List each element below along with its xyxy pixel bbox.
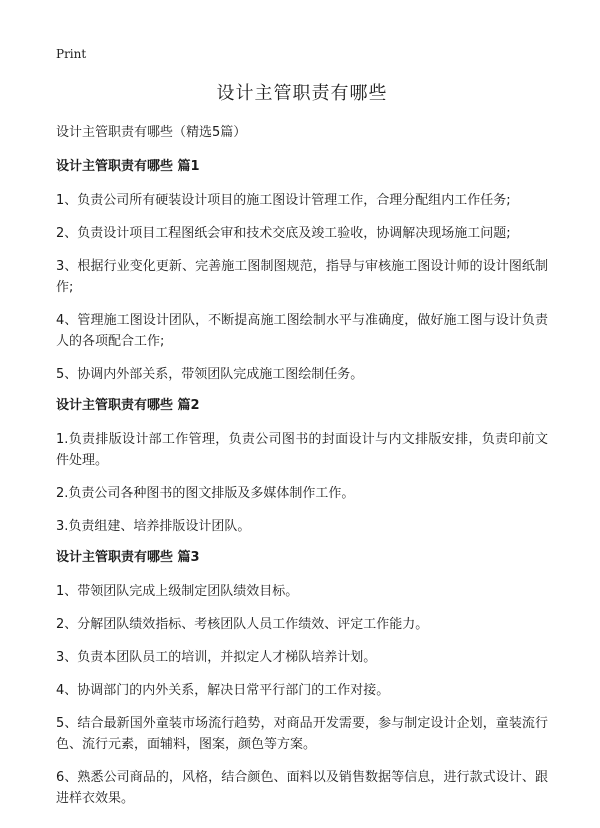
list-item: 3.负责组建、培养排版设计团队。 (56, 519, 251, 534)
list-item: 2、分解团队绩效指标、考核团队人员工作绩效、评定工作能力。 (56, 617, 429, 632)
list-item: 4、管理施工图设计团队，不断提高施工图绘制水平与准确度，做好施工图与设计负责人的各项配合工作; (56, 313, 548, 349)
list-item: 1.负责排版设计部工作管理，负责公司图书的封面设计与内文排版安排，负责印前文件处理。 (56, 432, 548, 468)
list-item: 2.负责公司各种图书的图文排版及多媒体制作工作。 (56, 486, 355, 501)
section-2 (56, 397, 548, 537)
list-item: 6、熟悉公司商品的，风格，结合颜色、面料以及销售数据等信息，进行款式设计、跟进样衣效果。 (56, 770, 548, 806)
section-3 (56, 549, 548, 809)
list-item: 1、带领团队完成上级制定团队绩效目标。 (56, 584, 299, 599)
page-title: 设计主管职责有哪些 (216, 83, 388, 104)
list-item: 3、负责本团队员工的培训，并拟定人才梯队培养计划。 (56, 650, 377, 665)
section-heading: 设计主管职责有哪些 篇1 (56, 159, 200, 174)
list-item: 2、负责设计项目工程图纸会审和技术交底及竣工验收，协调解决现场施工问题; (56, 226, 511, 241)
section-heading: 设计主管职责有哪些 篇2 (56, 398, 200, 413)
intro-text: 设计主管职责有哪些（精选5篇） (56, 125, 247, 140)
section-1 (56, 158, 548, 385)
list-item: 3、根据行业变化更新、完善施工图制图规范，指导与审核施工图设计师的设计图纸制作; (56, 259, 548, 295)
list-item: 4、协调部门的内外关系，解决日常平行部门的工作对接。 (56, 683, 390, 698)
section-heading: 设计主管职责有哪些 篇3 (56, 550, 200, 565)
list-item: 5、协调内外部关系，带领团队完成施工图绘制任务。 (56, 367, 364, 382)
list-item: 5、结合最新国外童装市场流行趋势，对商品开发需要，参与制定设计企划，童装流行色、流行元素，面辅料，图案，颜色等方案。 (56, 716, 548, 752)
print-link[interactable]: Print (56, 47, 87, 61)
list-item: 1、负责公司所有硬装设计项目的施工图设计管理工作，合理分配组内工作任务; (56, 193, 511, 208)
